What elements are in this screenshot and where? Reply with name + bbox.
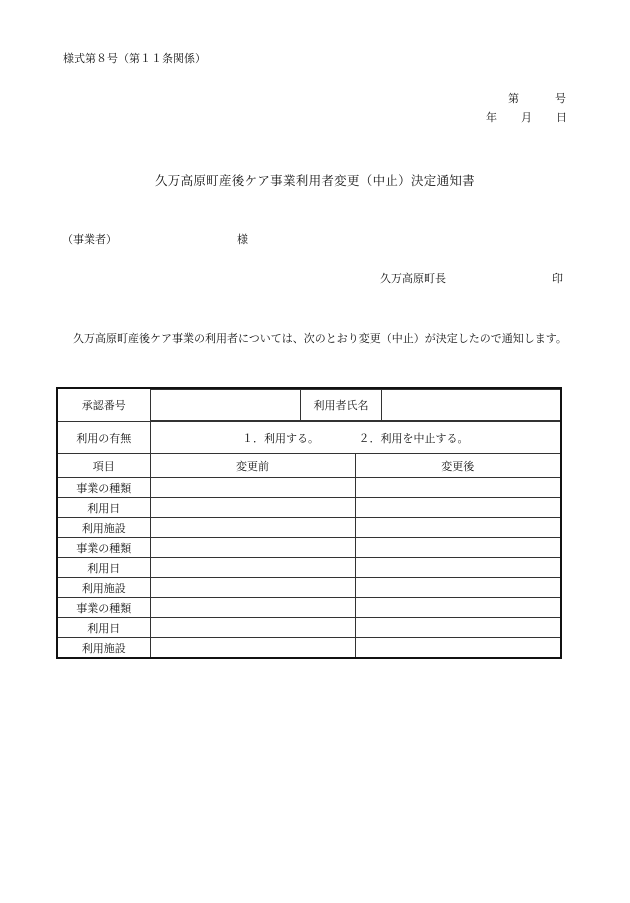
facility-label: 利用施設 bbox=[57, 638, 150, 659]
service-type-label: 事業の種類 bbox=[57, 538, 150, 558]
service-type-label: 事業の種類 bbox=[57, 478, 150, 498]
after-field[interactable] bbox=[355, 638, 561, 659]
before-field[interactable] bbox=[150, 598, 355, 618]
table-row bbox=[57, 498, 561, 518]
table-row bbox=[57, 598, 561, 618]
table-row bbox=[57, 538, 561, 558]
addressee-label: （事業者） bbox=[62, 233, 117, 246]
before-field[interactable] bbox=[150, 478, 355, 498]
usage-label: 利用の有無 bbox=[57, 422, 150, 454]
before-field[interactable] bbox=[150, 518, 355, 538]
form-number: 様式第８号（第１１条関係） bbox=[63, 52, 206, 65]
before-field[interactable] bbox=[150, 558, 355, 578]
addressee-honorific: 様 bbox=[237, 233, 248, 246]
date-month: 月 bbox=[521, 111, 532, 124]
document-number-prefix: 第 bbox=[508, 92, 519, 105]
user-name-field[interactable] bbox=[382, 390, 562, 421]
after-field[interactable] bbox=[355, 498, 561, 518]
column-header-item: 項目 bbox=[57, 454, 150, 478]
change-notice-table bbox=[56, 387, 562, 659]
document-number-suffix: 号 bbox=[555, 92, 566, 105]
after-field[interactable] bbox=[355, 478, 561, 498]
table-row bbox=[57, 558, 561, 578]
before-field[interactable] bbox=[150, 538, 355, 558]
table-row bbox=[57, 638, 561, 659]
before-field[interactable] bbox=[150, 498, 355, 518]
table-row bbox=[57, 478, 561, 498]
usage-option-stop[interactable]: ２．利用を中止する。 bbox=[358, 431, 469, 445]
notice-body: 久万高原町産後ケア事業の利用者については、次のとおり変更（中止）が決定したので通知します。 bbox=[73, 332, 567, 345]
approval-number-label: 承認番号 bbox=[57, 388, 150, 422]
user-name-label: 利用者氏名 bbox=[301, 390, 382, 421]
before-field[interactable] bbox=[150, 578, 355, 598]
usage-option-continue[interactable]: １．利用する。 bbox=[242, 431, 319, 445]
date-year: 年 bbox=[486, 111, 497, 124]
before-field[interactable] bbox=[150, 618, 355, 638]
seal-mark: 印 bbox=[552, 272, 563, 285]
use-date-label: 利用日 bbox=[57, 558, 150, 578]
usage-row bbox=[57, 422, 561, 454]
document-title: 久万高原町産後ケア事業利用者変更（中止）決定通知書 bbox=[154, 173, 475, 188]
facility-label: 利用施設 bbox=[57, 518, 150, 538]
column-header-after: 変更後 bbox=[355, 454, 561, 478]
after-field[interactable] bbox=[355, 618, 561, 638]
after-field[interactable] bbox=[355, 598, 561, 618]
column-header-row bbox=[57, 454, 561, 478]
approval-row-cells bbox=[150, 388, 561, 422]
approval-number-field[interactable] bbox=[151, 390, 301, 421]
usage-options bbox=[150, 422, 561, 454]
use-date-label: 利用日 bbox=[57, 618, 150, 638]
service-type-label: 事業の種類 bbox=[57, 598, 150, 618]
after-field[interactable] bbox=[355, 578, 561, 598]
issuer-name: 久万高原町長 bbox=[380, 272, 446, 285]
facility-label: 利用施設 bbox=[57, 578, 150, 598]
table-row bbox=[57, 618, 561, 638]
table-row bbox=[57, 578, 561, 598]
after-field[interactable] bbox=[355, 558, 561, 578]
after-field[interactable] bbox=[355, 518, 561, 538]
use-date-label: 利用日 bbox=[57, 498, 150, 518]
table-row bbox=[57, 518, 561, 538]
after-field[interactable] bbox=[355, 538, 561, 558]
date-day: 日 bbox=[556, 111, 567, 124]
approval-row bbox=[57, 388, 561, 422]
before-field[interactable] bbox=[150, 638, 355, 659]
column-header-before: 変更前 bbox=[150, 454, 355, 478]
